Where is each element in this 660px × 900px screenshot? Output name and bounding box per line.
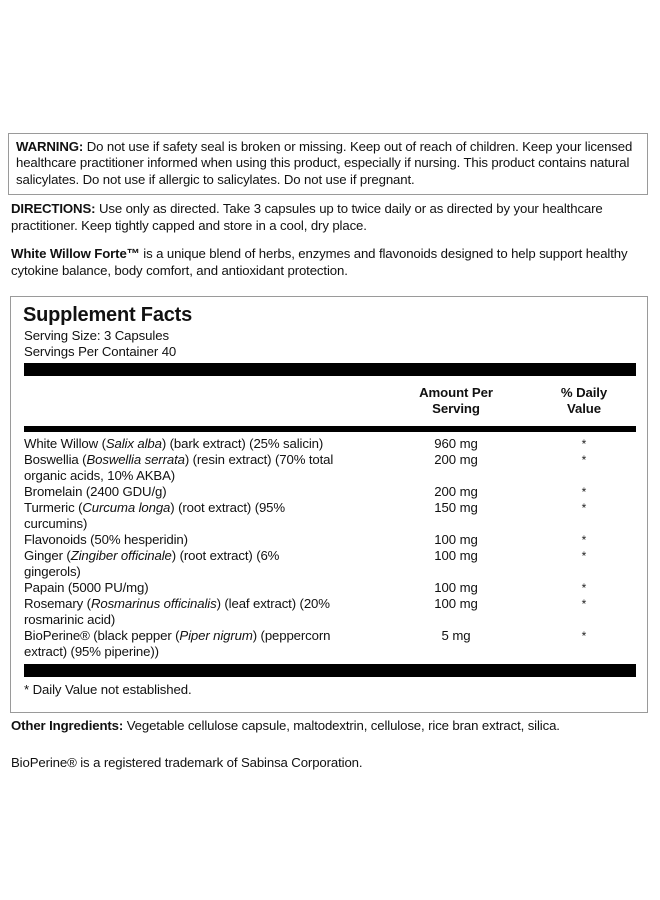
ingredient-name-continuation: organic acids, 10% AKBA): [24, 468, 176, 483]
ingredient-name: BioPerine® (black pepper (Piper nigrum) (peppercorn: [24, 628, 331, 643]
directions-body: Use only as directed. Take 3 capsules up to twice daily or as directed by your healthcare practitioner. Keep tightly capped and store in a cool, dry place.: [11, 201, 603, 233]
other-ingredients-paragraph: [11, 718, 643, 735]
daily-value-footnote: * Daily Value not established.: [24, 682, 192, 697]
warning-label: WARNING:: [16, 139, 84, 154]
ingredient-name-continuation: extract) (95% piperine)): [24, 644, 159, 659]
ingredient-name: Turmeric (Curcuma longa) (root extract) (95%: [24, 500, 285, 515]
rule-thick-bottom: [24, 664, 636, 677]
product-name: White Willow Forte™: [11, 246, 140, 261]
other-ingredients-label: Other Ingredients:: [11, 718, 124, 733]
ingredient-name: Bromelain (2400 GDU/g): [24, 484, 167, 499]
directions-paragraph: [11, 201, 643, 234]
servings-per-container: Servings Per Container 40: [24, 344, 177, 359]
ingredient-daily-value: *: [581, 597, 587, 611]
ingredient-name: White Willow (Salix alba) (bark extract) (25% salicin): [24, 436, 324, 451]
ingredient-name: Boswellia (Boswellia serrata) (resin extract) (70% total: [24, 452, 334, 467]
ingredient-amount: 100 mg: [434, 548, 478, 563]
ingredient-amount: 5 mg: [441, 628, 471, 643]
ingredient-daily-value: *: [581, 533, 587, 547]
ingredient-daily-value: *: [581, 437, 587, 451]
ingredient-amount: 200 mg: [434, 484, 478, 499]
trademark-note: BioPerine® is a registered trademark of Sabinsa Corporation.: [11, 755, 363, 770]
rule-thick-top: [24, 363, 636, 376]
ingredient-name: Papain (5000 PU/mg): [24, 580, 149, 595]
ingredient-name: Ginger (Zingiber officinale) (root extract) (6%: [24, 548, 280, 563]
ingredient-name-continuation: gingerols): [24, 564, 81, 579]
amount-header-line1: Amount Per: [419, 385, 493, 400]
ingredient-name: Flavonoids (50% hesperidin): [24, 532, 188, 547]
ingredient-amount: 100 mg: [434, 532, 478, 547]
ingredient-name: Rosemary (Rosmarinus officinalis) (leaf extract) (20%: [24, 596, 330, 611]
ingredient-daily-value: *: [581, 485, 587, 499]
ingredient-list: [11, 436, 647, 662]
warning-body: Do not use if safety seal is broken or missing. Keep out of reach of children. Keep your licensed healthcare practitioner informed when using this product, especially if nursing. This product contains natural salicylates. Do not use if allergic to salicylates. Do not use if pregnant.: [16, 139, 633, 187]
ingredient-daily-value: *: [581, 453, 587, 467]
ingredient-name-continuation: rosmarinic acid): [24, 612, 116, 627]
supplement-facts-panel: [10, 296, 648, 713]
ingredient-daily-value: *: [581, 549, 587, 563]
product-blurb-body: is a unique blend of herbs, enzymes and flavonoids designed to help support healthy cytokine balance, body comfort, and antioxidant protection.: [11, 246, 628, 278]
other-ingredients-body: Vegetable cellulose capsule, maltodextrin, cellulose, rice bran extract, silica.: [123, 718, 560, 733]
supplement-facts-title: Supplement Facts: [23, 304, 193, 326]
ingredient-amount: 150 mg: [434, 500, 478, 515]
warning-box: [8, 133, 648, 195]
ingredient-amount: 960 mg: [434, 436, 478, 451]
rule-thin-mid: [24, 426, 636, 432]
warning-text: [16, 139, 640, 188]
product-blurb-paragraph: [11, 246, 643, 279]
ingredient-amount: 100 mg: [434, 596, 478, 611]
ingredient-daily-value: *: [581, 629, 587, 643]
dv-header-line2: Value: [567, 400, 601, 416]
ingredient-amount: 100 mg: [434, 580, 478, 595]
ingredient-amount: 200 mg: [434, 452, 478, 467]
ingredient-name-continuation: curcumins): [24, 516, 88, 531]
serving-size: Serving Size: 3 Capsules: [24, 328, 169, 343]
column-header-daily-value: [532, 385, 636, 416]
column-header-amount-per-serving: [389, 385, 523, 416]
dv-header-line1: % Daily: [560, 385, 608, 400]
directions-label: DIRECTIONS:: [11, 201, 96, 216]
ingredient-daily-value: *: [581, 501, 587, 515]
ingredient-daily-value: *: [581, 581, 587, 595]
amount-header-line2: Serving: [432, 400, 480, 416]
